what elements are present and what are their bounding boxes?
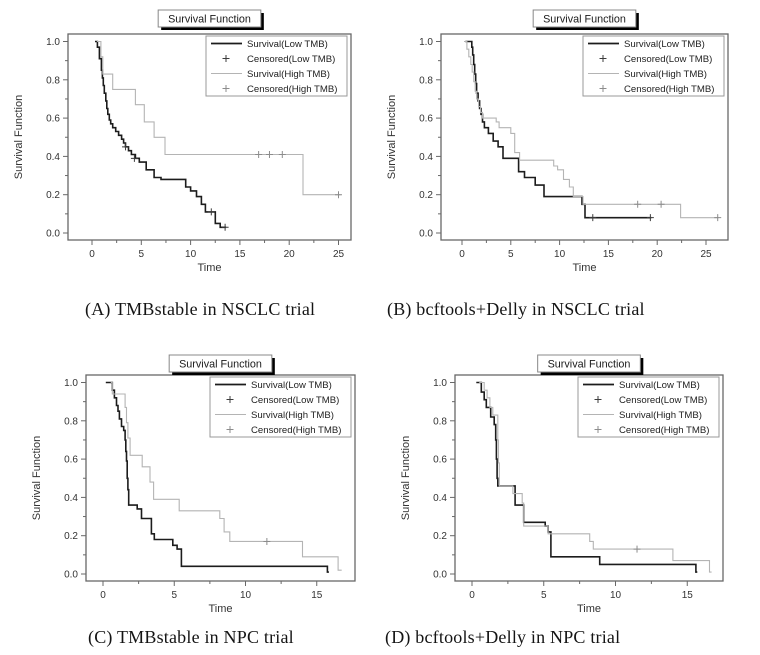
svg-text:0.6: 0.6 [46, 113, 60, 125]
svg-text:15: 15 [234, 249, 246, 260]
svg-text:Censored(Low TMB): Censored(Low TMB) [247, 54, 336, 65]
legend [578, 377, 719, 437]
svg-text:0.0: 0.0 [419, 228, 433, 240]
svg-text:0.4: 0.4 [419, 151, 433, 163]
survival-plot-c [0, 330, 380, 630]
plot-title-box [169, 355, 275, 375]
svg-text:Survival(High TMB): Survival(High TMB) [624, 69, 707, 80]
y-axis-title: Survival Function [386, 94, 398, 180]
survival-plot-a [0, 0, 380, 300]
censored-marks-high [263, 538, 270, 545]
svg-text:0.8: 0.8 [46, 75, 60, 87]
survival-plot-b [380, 0, 760, 300]
plot-title-box [538, 355, 644, 375]
svg-text:20: 20 [651, 249, 663, 260]
svg-text:1.0: 1.0 [46, 37, 60, 48]
svg-text:Censored(Low TMB): Censored(Low TMB) [619, 395, 708, 406]
svg-text:1.0: 1.0 [419, 37, 433, 48]
svg-text:0.0: 0.0 [64, 569, 78, 581]
svg-text:0.2: 0.2 [64, 531, 78, 543]
svg-text:1.0: 1.0 [433, 378, 447, 389]
svg-text:Survival(High TMB): Survival(High TMB) [251, 410, 334, 421]
plot-title: Survival Function [547, 358, 631, 371]
svg-text:Censored(High TMB): Censored(High TMB) [624, 84, 715, 95]
plot-title: Survival Function [168, 13, 251, 26]
svg-text:0.0: 0.0 [46, 228, 60, 240]
svg-text:15: 15 [602, 249, 614, 260]
plot-title-box [158, 10, 264, 30]
plot-title: Survival Function [179, 358, 262, 371]
svg-text:Censored(Low TMB): Censored(Low TMB) [251, 395, 340, 406]
svg-text:20: 20 [283, 249, 295, 260]
svg-text:0.0: 0.0 [433, 569, 447, 581]
svg-text:5: 5 [171, 590, 178, 601]
svg-text:15: 15 [681, 590, 693, 601]
svg-text:0: 0 [459, 249, 465, 260]
svg-text:Survival(Low TMB): Survival(Low TMB) [251, 380, 332, 391]
svg-text:10: 10 [239, 590, 252, 601]
caption-d: (D) bcftools+Delly in NPC trial [385, 627, 621, 647]
svg-text:10: 10 [185, 249, 197, 260]
svg-text:0.8: 0.8 [433, 416, 447, 428]
censored-marks-high [255, 151, 342, 198]
svg-text:0.6: 0.6 [433, 454, 447, 466]
y-axis-title: Survival Function [31, 435, 43, 521]
svg-text:Survival(Low TMB): Survival(Low TMB) [619, 380, 700, 391]
x-axis-title: Time [572, 262, 597, 274]
svg-text:15: 15 [311, 590, 323, 601]
x-axis-title: Time [208, 603, 233, 615]
svg-text:5: 5 [540, 590, 547, 601]
caption-c: (C) TMBstable in NPC trial [88, 627, 294, 647]
svg-text:0.4: 0.4 [433, 492, 447, 504]
svg-text:0: 0 [89, 249, 95, 260]
svg-text:Censored(High TMB): Censored(High TMB) [619, 425, 710, 436]
svg-text:0.6: 0.6 [64, 454, 78, 466]
legend [210, 377, 351, 437]
svg-text:Censored(High TMB): Censored(High TMB) [247, 84, 338, 95]
svg-text:0.2: 0.2 [46, 190, 60, 202]
svg-text:5: 5 [138, 249, 145, 260]
svg-text:Censored(Low TMB): Censored(Low TMB) [624, 54, 713, 65]
svg-text:0.2: 0.2 [433, 531, 447, 543]
plot-title-box [533, 10, 639, 30]
svg-text:Survival(High TMB): Survival(High TMB) [619, 410, 702, 421]
svg-text:5: 5 [508, 249, 514, 260]
svg-text:Survival(Low TMB): Survival(Low TMB) [247, 39, 328, 50]
svg-text:0.4: 0.4 [64, 492, 78, 504]
x-axis-title: Time [197, 262, 222, 274]
legend [583, 36, 724, 96]
caption-a: (A) TMBstable in NSCLC trial [85, 299, 316, 319]
plot-title: Survival Function [543, 13, 626, 26]
caption-b: (B) bcftools+Delly in NSCLC trial [387, 299, 645, 319]
svg-text:0: 0 [469, 590, 475, 601]
y-axis-title: Survival Function [400, 435, 412, 521]
svg-text:Censored(High TMB): Censored(High TMB) [251, 425, 342, 436]
y-axis-title: Survival Function [13, 94, 25, 180]
svg-text:0.8: 0.8 [64, 416, 78, 428]
svg-text:10: 10 [554, 249, 566, 260]
censored-marks-low [122, 143, 229, 230]
survival-plot-d [380, 330, 760, 630]
svg-text:25: 25 [332, 249, 345, 260]
censored-marks-high [634, 546, 641, 553]
svg-text:0.8: 0.8 [419, 75, 433, 87]
legend [206, 36, 347, 96]
svg-text:0.4: 0.4 [46, 151, 60, 163]
svg-text:0.2: 0.2 [419, 190, 433, 202]
svg-text:1.0: 1.0 [64, 378, 78, 389]
svg-text:Survival(High TMB): Survival(High TMB) [247, 69, 330, 80]
svg-text:0.6: 0.6 [419, 113, 433, 125]
svg-text:0: 0 [100, 590, 106, 601]
svg-text:10: 10 [609, 590, 622, 601]
svg-text:25: 25 [700, 249, 712, 260]
x-axis-title: Time [576, 603, 602, 615]
svg-text:Survival(Low TMB): Survival(Low TMB) [624, 39, 705, 50]
